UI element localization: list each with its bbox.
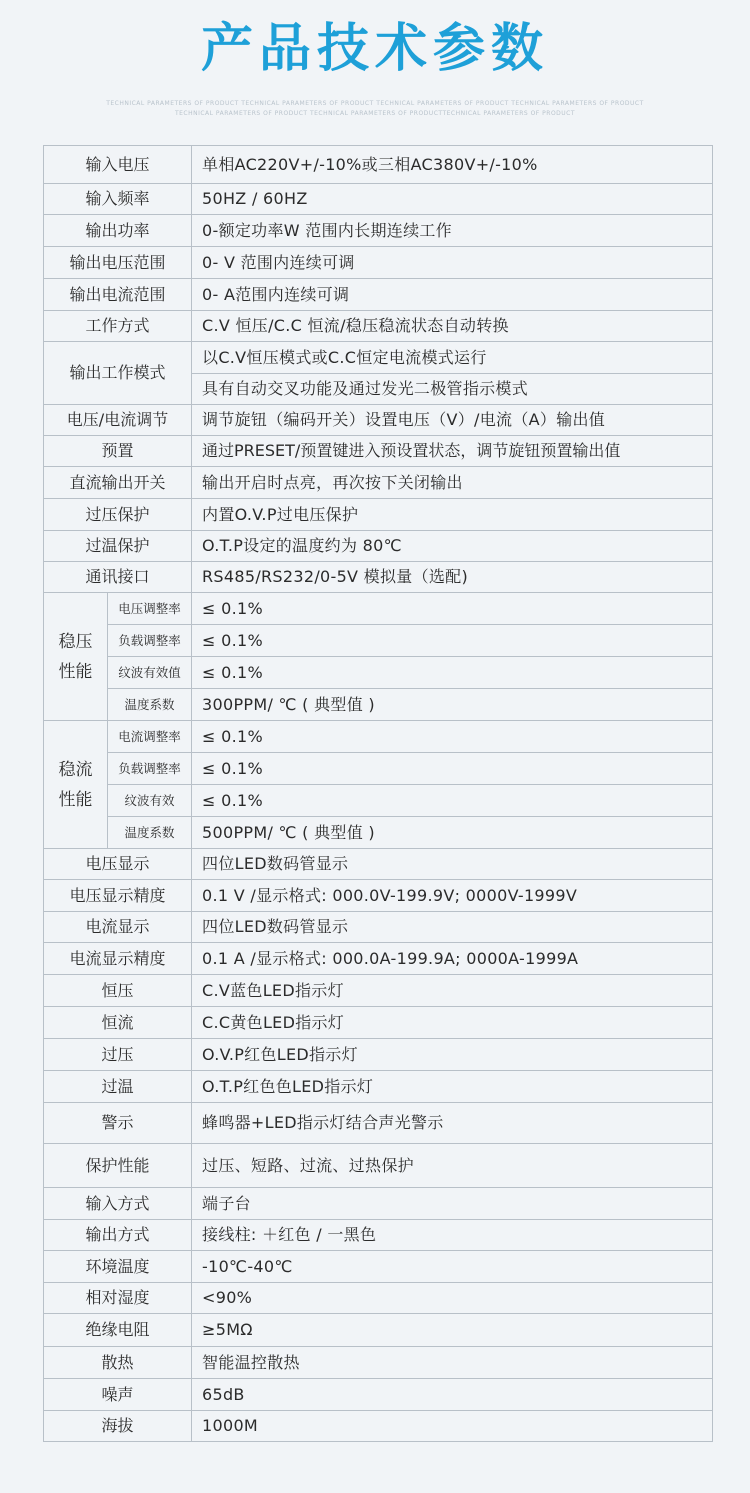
spec-value: 单相AC220V+/-10%或三相AC380V+/-10% (192, 146, 713, 184)
spec-value: RS485/RS232/0-5V 模拟量（选配) (192, 562, 713, 593)
spec-value: C.V 恒压/C.C 恒流/稳压稳流状态自动转换 (192, 311, 713, 342)
group-label-line: 稳压 (58, 631, 93, 652)
spec-label: 工作方式 (44, 311, 192, 342)
spec-value: 1000M (192, 1411, 713, 1442)
spec-sub-label: 温度系数 (108, 817, 192, 849)
spec-label: 输出方式 (44, 1220, 192, 1251)
spec-value: 蜂鸣器+LED指示灯结合声光警示 (192, 1103, 713, 1144)
spec-label: 恒压 (44, 975, 192, 1007)
spec-label: 输出工作模式 (44, 342, 192, 405)
spec-sub-label: 纹波有效值 (108, 657, 192, 689)
spec-label: 警示 (44, 1103, 192, 1144)
spec-value: C.V蓝色LED指示灯 (192, 975, 713, 1007)
table-row (44, 311, 713, 342)
spec-value: ≤ 0.1% (192, 785, 713, 817)
table-row (44, 1188, 713, 1220)
spec-value: ≤ 0.1% (192, 657, 713, 689)
spec-sub-label: 纹波有效 (108, 785, 192, 817)
spec-value: 0- V 范围内连续可调 (192, 247, 713, 279)
table-row (44, 405, 713, 436)
spec-value: 端子台 (192, 1188, 713, 1220)
table-row (44, 593, 713, 625)
table-row (44, 467, 713, 499)
spec-value: 具有自动交叉功能及通过发光二极管指示模式 (192, 374, 713, 405)
spec-value: ≥5MΩ (192, 1314, 713, 1347)
spec-value: 300PPM/ ℃ ( 典型值 ) (192, 689, 713, 721)
spec-label: 过温保护 (44, 531, 192, 562)
table-row (44, 785, 713, 817)
spec-value: 通过PRESET/预置键进入预设置状态，调节旋钮预置输出值 (192, 436, 713, 467)
spec-value: 内置O.V.P过电压保护 (192, 499, 713, 531)
table-row (44, 753, 713, 785)
spec-label: 通讯接口 (44, 562, 192, 593)
spec-sub-label: 温度系数 (108, 689, 192, 721)
table-row (44, 531, 713, 562)
spec-label: 恒流 (44, 1007, 192, 1039)
table-row (44, 247, 713, 279)
spec-value: 调节旋钮（编码开关）设置电压（V）/电流（A）输出值 (192, 405, 713, 436)
table-row (44, 1144, 713, 1188)
table-row (44, 657, 713, 689)
current-stability-label (44, 721, 108, 849)
table-row (44, 721, 713, 753)
table-row (44, 1071, 713, 1103)
table-row (44, 912, 713, 943)
spec-table (43, 145, 713, 1442)
spec-label: 环境温度 (44, 1251, 192, 1283)
table-row (44, 499, 713, 531)
spec-label: 噪声 (44, 1379, 192, 1411)
spec-label: 输出电压范围 (44, 247, 192, 279)
table-row (44, 1314, 713, 1347)
table-row (44, 1347, 713, 1379)
table-row (44, 1039, 713, 1071)
spec-value: C.C黄色LED指示灯 (192, 1007, 713, 1039)
spec-sub-label: 电压调整率 (108, 593, 192, 625)
voltage-stability-label (44, 593, 108, 721)
spec-sub-label: 电流调整率 (108, 721, 192, 753)
group-label-line: 性能 (58, 661, 93, 682)
table-row (44, 215, 713, 247)
spec-label: 过压保护 (44, 499, 192, 531)
table-row (44, 184, 713, 215)
spec-label: 过温 (44, 1071, 192, 1103)
spec-label: 电压/电流调节 (44, 405, 192, 436)
spec-label: 电流显示 (44, 912, 192, 943)
spec-value: O.V.P红色LED指示灯 (192, 1039, 713, 1071)
page-title: 产品技术参数 (200, 19, 549, 79)
table-row (44, 1103, 713, 1144)
table-row (44, 1283, 713, 1314)
table-row (44, 689, 713, 721)
spec-value: 50HZ / 60HZ (192, 184, 713, 215)
table-row (44, 436, 713, 467)
spec-value: 接线柱: ＋红色 / 一黑色 (192, 1220, 713, 1251)
table-row (44, 1251, 713, 1283)
spec-label: 输出电流范围 (44, 279, 192, 311)
spec-label: 直流输出开关 (44, 467, 192, 499)
spec-label: 输入频率 (44, 184, 192, 215)
table-row (44, 1007, 713, 1039)
group-label-line: 稳流 (58, 759, 93, 780)
spec-value: O.T.P设定的温度约为 80℃ (192, 531, 713, 562)
spec-sub-label: 负载调整率 (108, 625, 192, 657)
page-subtitle-line1: TECHNICAL PARAMETERS OF PRODUCT TECHNICAL PARAMETERS OF PRODUCT TECHNICAL PARAMETERS OF PRODUCT TECHNICAL PARAMETERS OF PRODUCT (106, 100, 644, 107)
table-row (44, 849, 713, 880)
table-row (44, 562, 713, 593)
spec-label: 输入电压 (44, 146, 192, 184)
spec-value: 0- A范围内连续可调 (192, 279, 713, 311)
group-label-line: 性能 (58, 789, 93, 810)
spec-value: 四位LED数码管显示 (192, 912, 713, 943)
spec-value: 0.1 V /显示格式: 000.0V-199.9V; 0000V-1999V (192, 880, 713, 912)
spec-label: 电流显示精度 (44, 943, 192, 975)
spec-value: 65dB (192, 1379, 713, 1411)
spec-label: 输入方式 (44, 1188, 192, 1220)
spec-label: 输出功率 (44, 215, 192, 247)
spec-value: 输出开启时点亮，再次按下关闭输出 (192, 467, 713, 499)
spec-value: O.T.P红色色LED指示灯 (192, 1071, 713, 1103)
spec-label: 电压显示 (44, 849, 192, 880)
table-row (44, 625, 713, 657)
spec-value: ≤ 0.1% (192, 625, 713, 657)
spec-value: <90% (192, 1283, 713, 1314)
table-row (44, 817, 713, 849)
spec-value: ≤ 0.1% (192, 753, 713, 785)
table-row (44, 975, 713, 1007)
spec-value: 0-额定功率W 范围内长期连续工作 (192, 215, 713, 247)
table-row (44, 279, 713, 311)
spec-label: 电压显示精度 (44, 880, 192, 912)
spec-label: 绝缘电阻 (44, 1314, 192, 1347)
table-row (44, 880, 713, 912)
table-row (44, 943, 713, 975)
spec-label: 过压 (44, 1039, 192, 1071)
spec-value: 智能温控散热 (192, 1347, 713, 1379)
spec-value: 以C.V恒压模式或C.C恒定电流模式运行 (192, 342, 713, 374)
spec-label: 保护性能 (44, 1144, 192, 1188)
table-row (44, 1220, 713, 1251)
spec-value: 0.1 A /显示格式: 000.0A-199.9A; 0000A-1999A (192, 943, 713, 975)
spec-value: -10℃-40℃ (192, 1251, 713, 1283)
spec-value: 过压、短路、过流、过热保护 (192, 1144, 713, 1188)
spec-sub-label: 负载调整率 (108, 753, 192, 785)
spec-value: ≤ 0.1% (192, 721, 713, 753)
table-row (44, 1411, 713, 1442)
page-subtitle-line2: TECHNICAL PARAMETERS OF PRODUCT TECHNICAL PARAMETERS OF PRODUCTTECHNICAL PARAMETERS OF PRODUCT (174, 110, 576, 117)
spec-label: 预置 (44, 436, 192, 467)
table-row (44, 342, 713, 374)
table-row (44, 146, 713, 184)
spec-value: 500PPM/ ℃ ( 典型值 ) (192, 817, 713, 849)
spec-value: ≤ 0.1% (192, 593, 713, 625)
spec-label: 海拔 (44, 1411, 192, 1442)
spec-label: 相对湿度 (44, 1283, 192, 1314)
spec-label: 散热 (44, 1347, 192, 1379)
spec-value: 四位LED数码管显示 (192, 849, 713, 880)
table-row (44, 1379, 713, 1411)
